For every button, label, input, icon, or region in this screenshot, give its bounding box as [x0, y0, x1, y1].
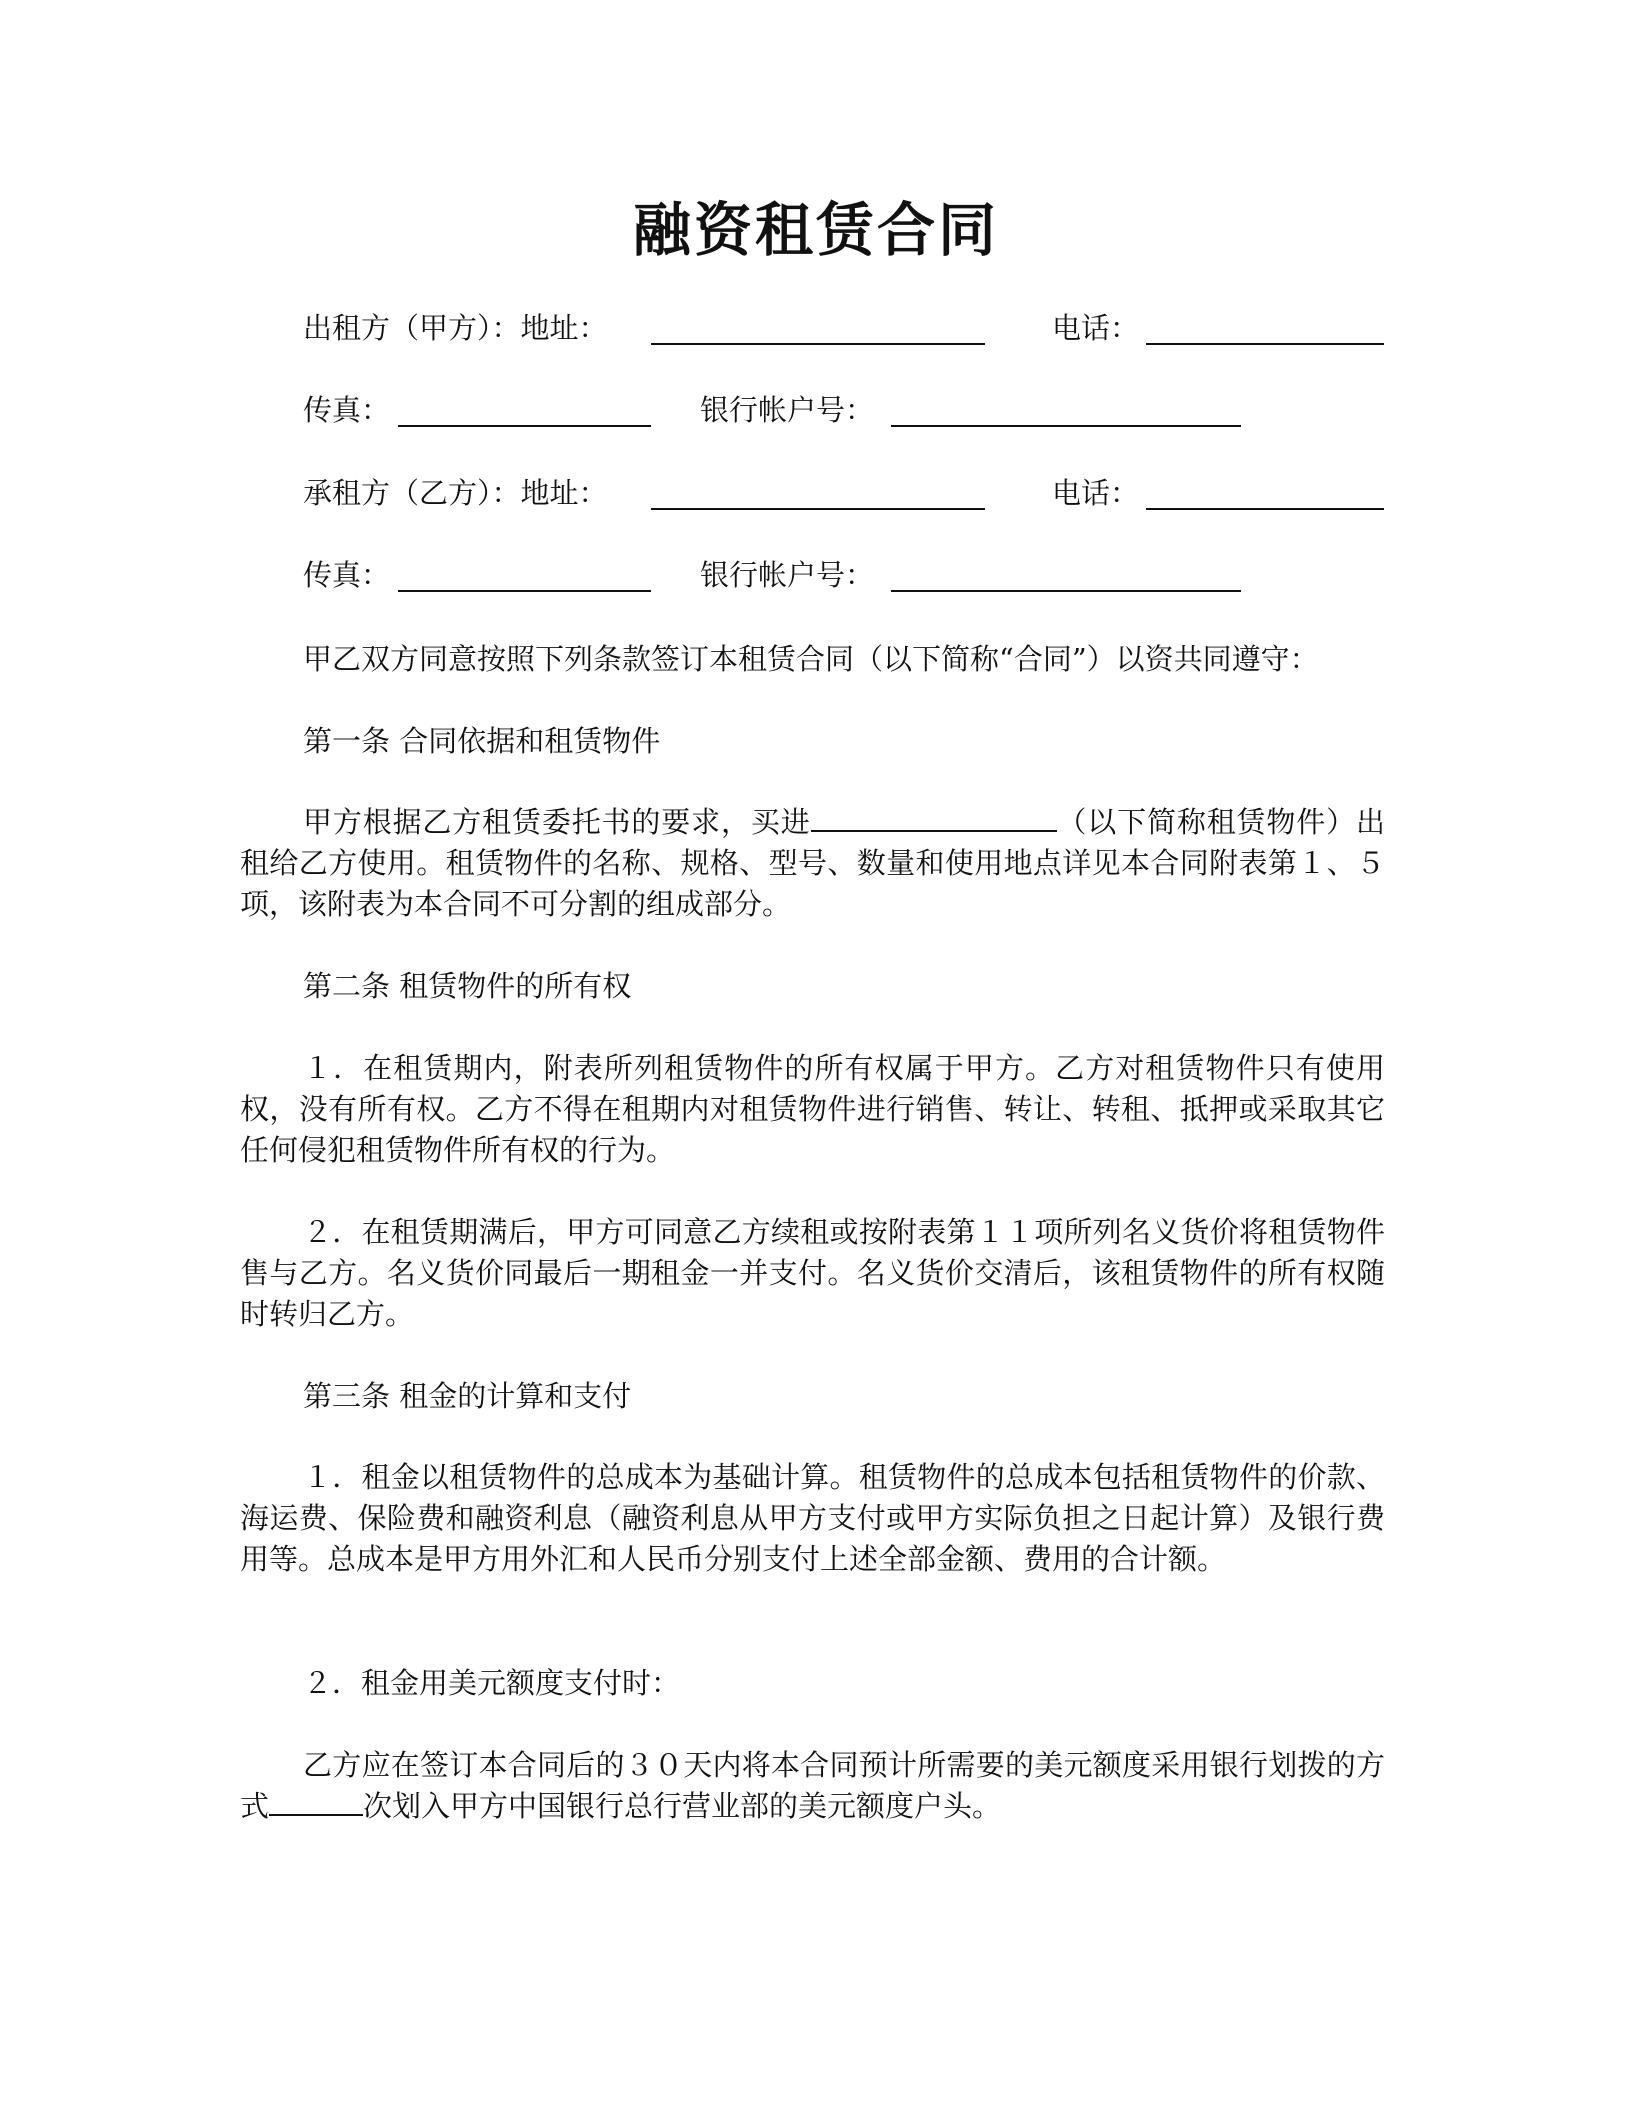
- article-3-item-3: [240, 1745, 1385, 1827]
- party-a-phone-field[interactable]: [1146, 343, 1384, 345]
- transfer-count-field[interactable]: [269, 1788, 363, 1816]
- party-b-fax-field[interactable]: [398, 590, 651, 592]
- article-3-item-3-text-start: 乙方应在签订本合同后的３０天内将本合同预计所需要的美元额度采用银行划拨的方式: [240, 1748, 1385, 1823]
- party-b-bank-label: 银行帐户号：: [700, 558, 875, 592]
- article-1-text-end: （以下简称租赁物件）出租给乙方使用。租赁物件的名称、规格、型号、数量和使用地点详见本合同附表第１、５项，该附表为本合同不可分割的组成部分。: [240, 805, 1385, 921]
- party-a-fax-field[interactable]: [398, 425, 651, 427]
- article-1-text-start: 甲方根据乙方租赁委托书的要求，买进: [303, 805, 811, 839]
- party-b-address-field[interactable]: [651, 508, 985, 510]
- page-title: 融资租赁合同: [632, 196, 999, 264]
- party-a-bank-label: 银行帐户号：: [700, 393, 875, 427]
- party-b-fax-label: 传真：: [303, 558, 391, 592]
- intro-text: 甲乙双方同意按照下列条款签订本租赁合同（以下简称“合同”）以资共同遵守：: [303, 642, 1319, 676]
- article-3-heading: 第三条 租金的计算和支付: [303, 1379, 632, 1413]
- party-a-address-field[interactable]: [651, 343, 985, 345]
- party-b-phone-label: 电话：: [1052, 476, 1140, 510]
- article-3-item-1: １．租金以租赁物件的总成本为基础计算。租赁物件的总成本包括租赁物件的价款、海运费、保险费和融资利息（融资利息从甲方支付或甲方实际负担之日起计算）及银行费用等。总成本是甲方用外汇和人民币分别支付上述全部金额、费用的合计额。: [240, 1460, 1385, 1576]
- party-a-phone-label: 电话：: [1052, 311, 1140, 345]
- article-3-item-2: ２．租金用美元额度支付时：: [303, 1666, 681, 1700]
- party-a-bank-field[interactable]: [891, 425, 1241, 427]
- party-a-address-label: 出租方（甲方）：地址：: [303, 311, 608, 345]
- party-b-phone-field[interactable]: [1146, 508, 1384, 510]
- article-3-item-3-text-end: 次划入甲方中国银行总行营业部的美元额度户头。: [363, 1789, 1002, 1823]
- purchased-item-field[interactable]: [811, 804, 1057, 832]
- article-2-item-2: ２．在租赁期满后，甲方可同意乙方续租或按附表第１１项所列名义货价将租赁物件售与乙方。名义货价同最后一期租金一并支付。名义货价交清后，该租赁物件的所有权随时转归乙方。: [240, 1215, 1385, 1331]
- article-1-paragraph: [240, 802, 1385, 925]
- article-2-heading: 第二条 租赁物件的所有权: [303, 969, 632, 1003]
- article-2-item-1: １．在租赁期内，附表所列租赁物件的所有权属于甲方。乙方对租赁物件只有使用权，没有所有权。乙方不得在租期内对租赁物件进行销售、转让、转租、抵押或采取其它任何侵犯租赁物件所有权的行为。: [240, 1051, 1385, 1167]
- party-b-bank-field[interactable]: [891, 590, 1241, 592]
- party-b-address-label: 承租方（乙方）：地址：: [303, 476, 608, 510]
- article-1-heading: 第一条 合同依据和租赁物件: [303, 724, 661, 758]
- party-a-fax-label: 传真：: [303, 393, 391, 427]
